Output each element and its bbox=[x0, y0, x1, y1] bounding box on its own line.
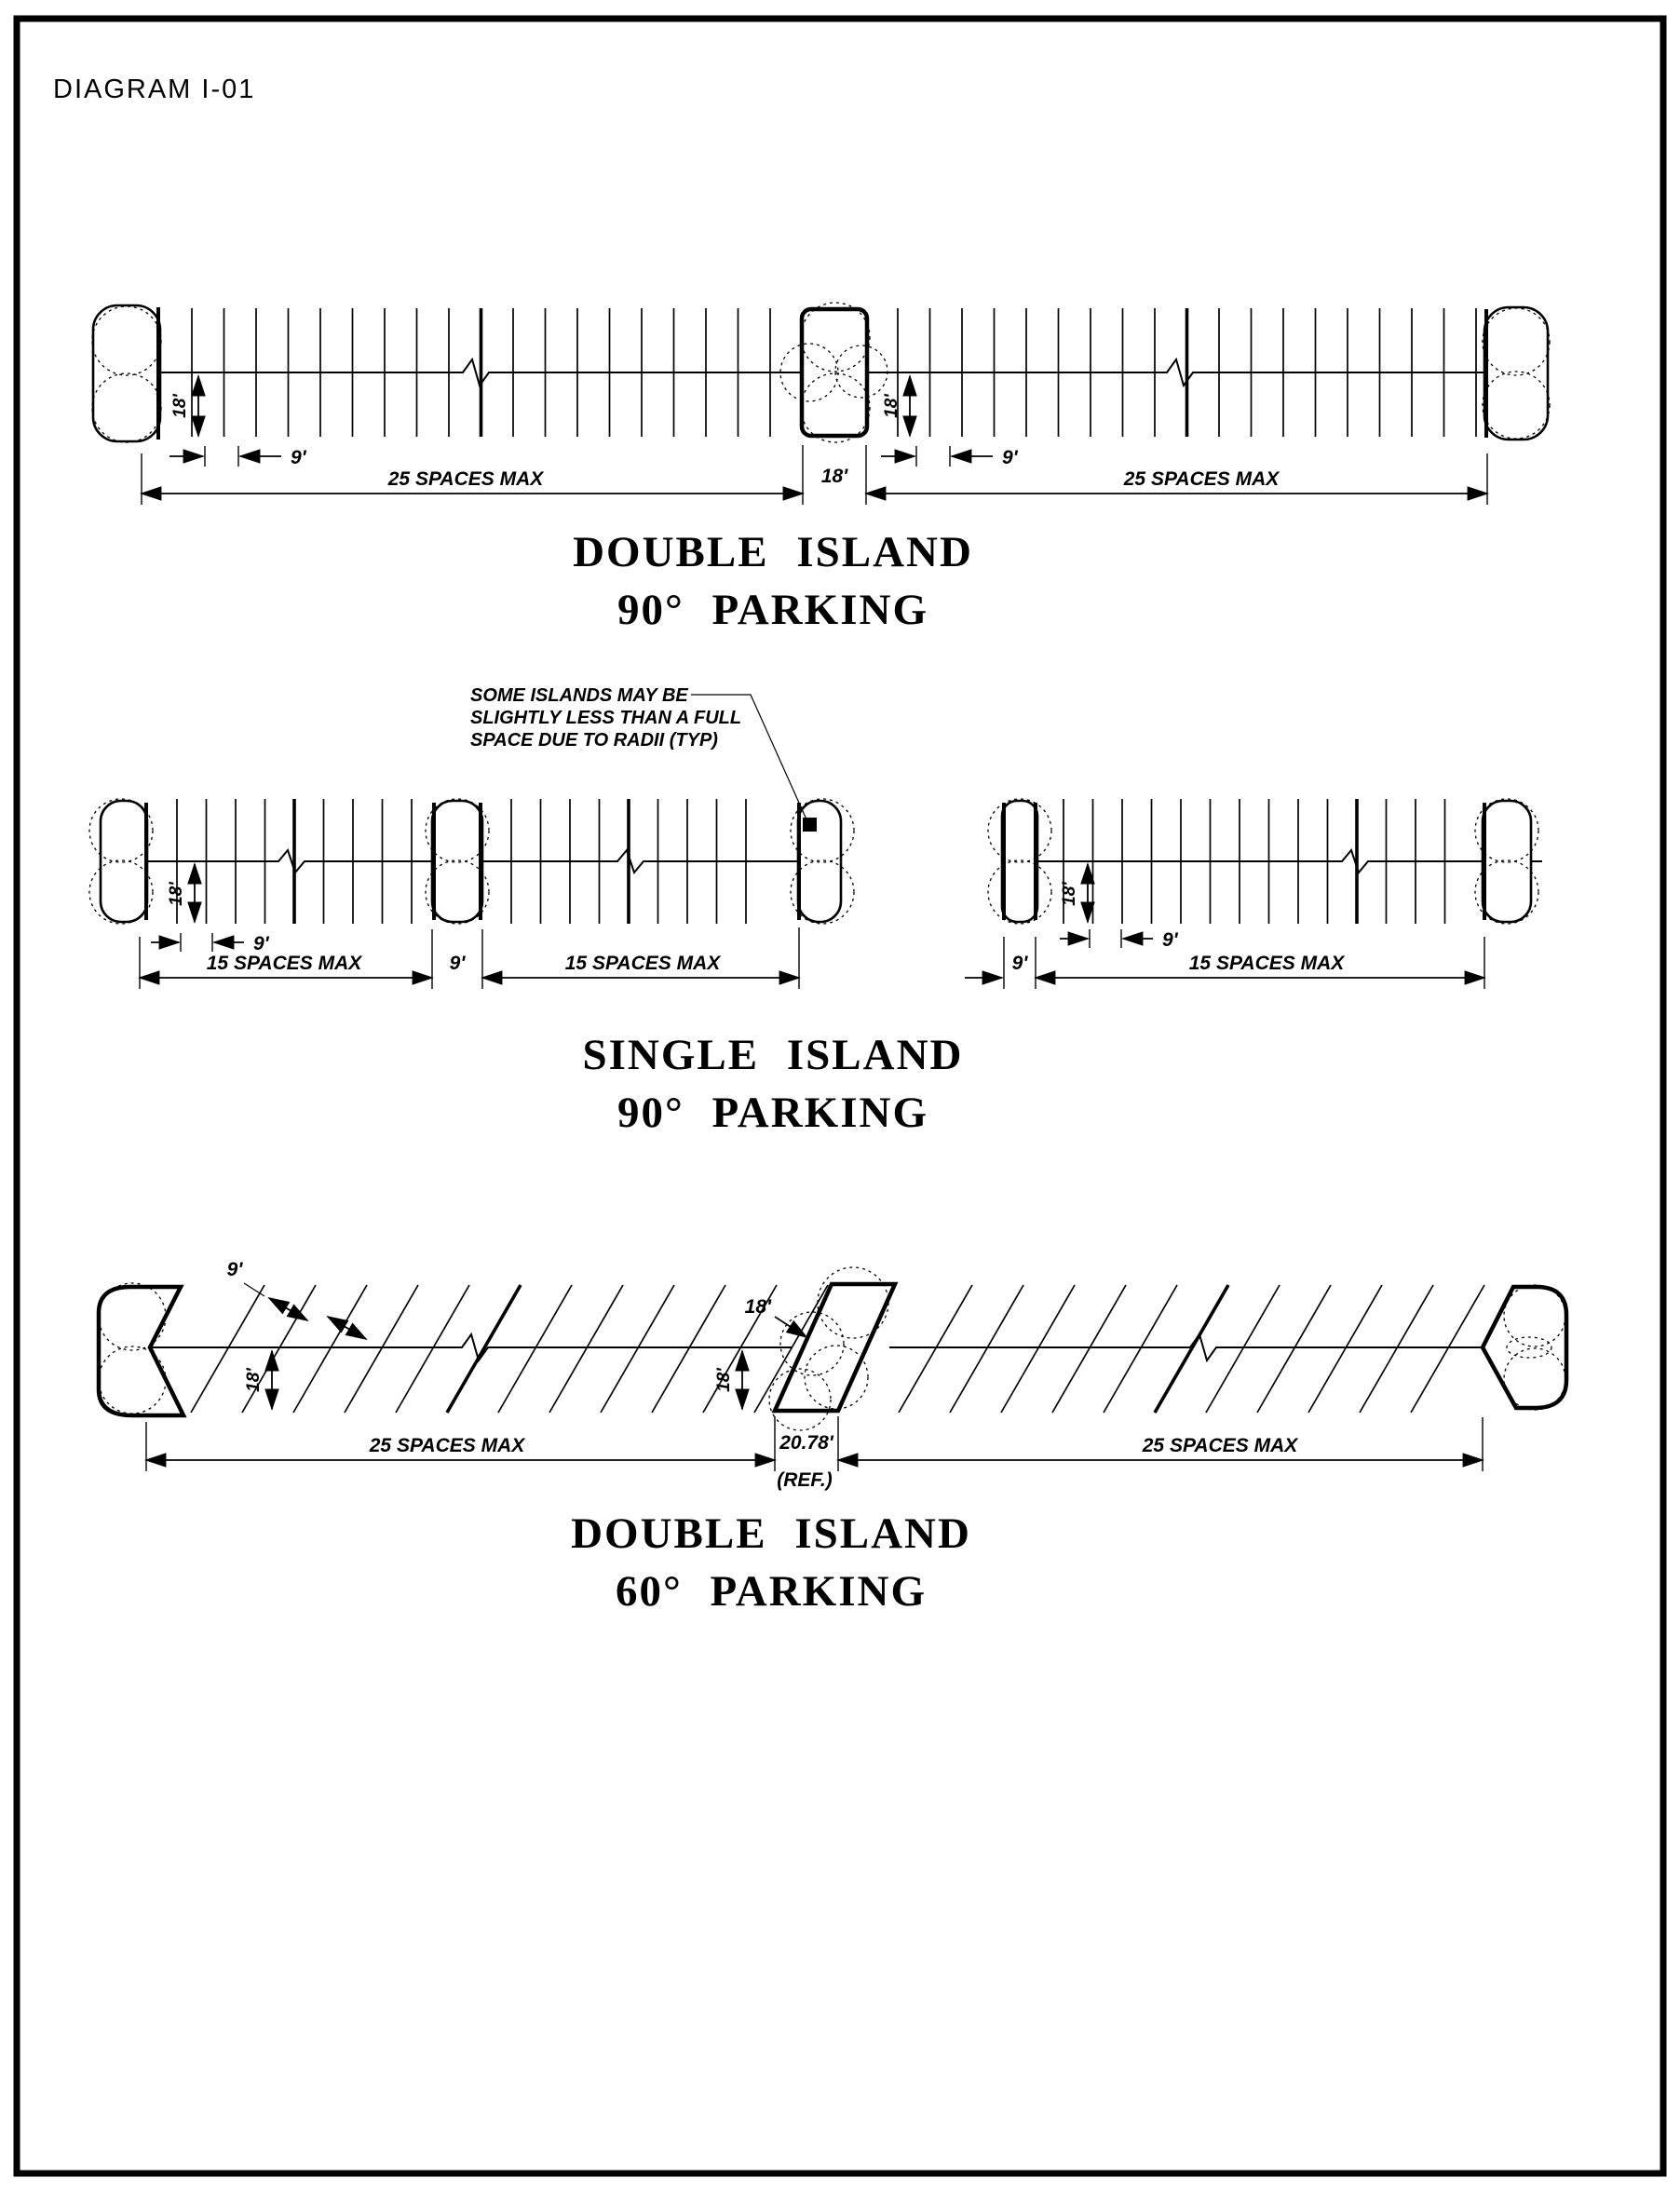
stall-depth-label: 18' bbox=[244, 1368, 264, 1392]
diagram-title-line2: 60° PARKING bbox=[616, 1567, 927, 1616]
diagram-title-line1: DOUBLE ISLAND bbox=[571, 1509, 971, 1558]
span-label: 15 SPACES MAX bbox=[564, 953, 721, 974]
end-island-right bbox=[1484, 307, 1548, 440]
stall-lines-left bbox=[191, 1285, 828, 1413]
diagram-title-line2: 90° PARKING bbox=[617, 586, 928, 634]
stall-width-label: 9' bbox=[226, 1259, 243, 1280]
diagram-90-single bbox=[89, 685, 1542, 1137]
ref-note-label: (REF.) bbox=[777, 1469, 833, 1491]
span-label: 25 SPACES MAX bbox=[369, 1435, 525, 1456]
stall-depth-label: 18' bbox=[714, 1368, 734, 1392]
end-island-right bbox=[1483, 1287, 1566, 1408]
diagram-title-line1: SINGLE ISLAND bbox=[582, 1031, 964, 1079]
span-label: 25 SPACES MAX bbox=[1142, 1435, 1298, 1456]
diagram-90-double bbox=[92, 303, 1550, 634]
end-island-left bbox=[101, 801, 147, 922]
stall-width-label: 9' bbox=[1002, 447, 1018, 468]
span-label: 15 SPACES MAX bbox=[1188, 953, 1345, 974]
stall-depth-label: 18' bbox=[167, 882, 186, 906]
island-width-label: 9' bbox=[449, 953, 466, 974]
island-width-label: 9' bbox=[1011, 953, 1028, 974]
stall-depth-label: 18' bbox=[170, 394, 190, 418]
diagram-title-line1: DOUBLE ISLAND bbox=[573, 528, 973, 576]
stall-width-label: 9' bbox=[253, 933, 269, 954]
stall-lines-right bbox=[899, 1285, 1484, 1413]
sheet-label: DIAGRAM I-01 bbox=[53, 74, 256, 104]
island-note-line1: SOME ISLANDS MAY BE bbox=[470, 685, 688, 706]
stall-depth-label: 18' bbox=[882, 394, 901, 418]
center-island bbox=[802, 309, 867, 436]
island-ref-width-label: 20.78' bbox=[779, 1432, 833, 1454]
stall-width-label: 9' bbox=[291, 447, 306, 468]
span-label: 25 SPACES MAX bbox=[1123, 468, 1280, 490]
island-width-label: 18' bbox=[820, 466, 848, 487]
partial-space-marker bbox=[803, 818, 817, 832]
island-note-line2: SLIGHTLY LESS THAN A FULL bbox=[470, 708, 742, 728]
span-label: 15 SPACES MAX bbox=[206, 953, 362, 974]
single-island-right-group bbox=[1002, 801, 1037, 922]
diagram-title-line2: 90° PARKING bbox=[617, 1089, 928, 1137]
end-island-right bbox=[1483, 801, 1531, 922]
end-island-left bbox=[93, 305, 160, 441]
stall-depth-label: 18' bbox=[1060, 882, 1079, 906]
span-label: 25 SPACES MAX bbox=[387, 468, 544, 490]
end-island-left bbox=[99, 1287, 183, 1415]
center-island bbox=[775, 1284, 895, 1411]
diagram-60-double bbox=[99, 1259, 1566, 1616]
middle-island bbox=[432, 801, 482, 922]
stall-width-label: 9' bbox=[1162, 929, 1178, 951]
island-note-line3: SPACE DUE TO RADII (TYP) bbox=[470, 730, 718, 751]
island-length-label: 18' bbox=[744, 1296, 771, 1318]
